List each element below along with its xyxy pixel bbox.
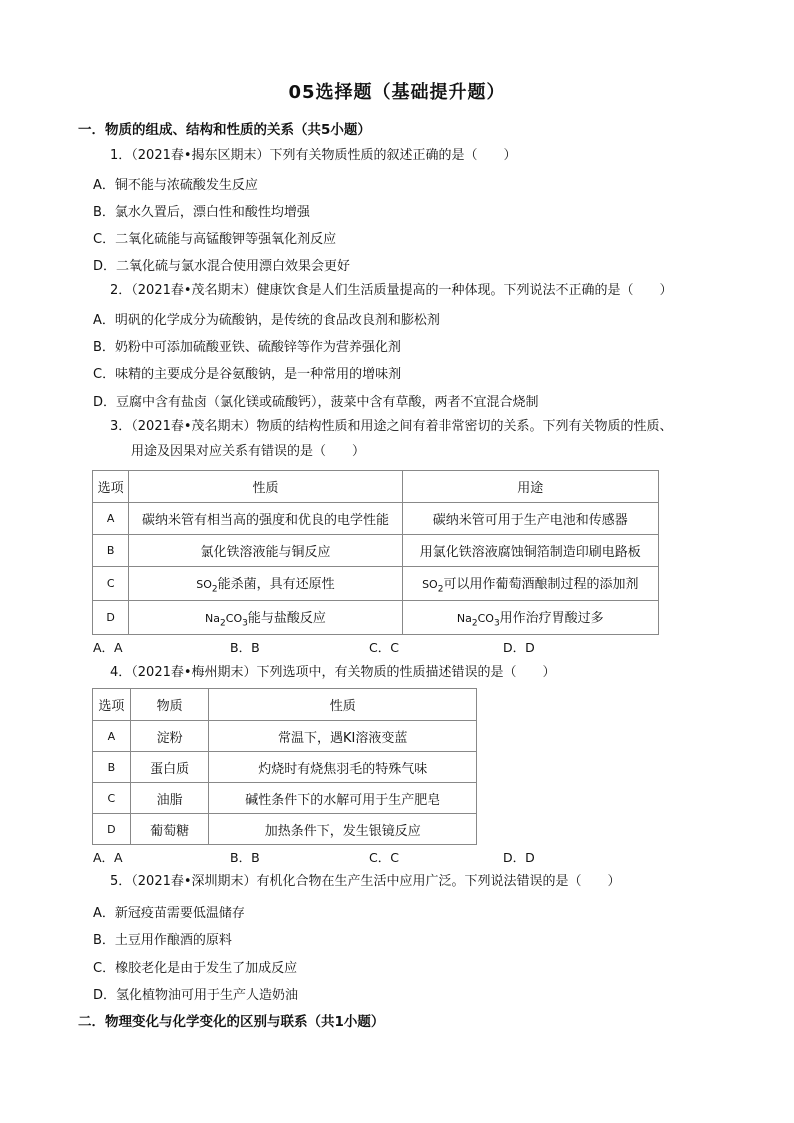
answer-b: B．B <box>230 850 260 865</box>
question-2-stem: 2．（2021春•茂名期末）健康饮食是人们生活质量提高的一种体现。下列说法不正确的是（ ） <box>110 283 673 298</box>
answer-d: D．D <box>503 640 535 655</box>
row-option: D <box>93 814 131 845</box>
row-option: D <box>93 601 129 635</box>
row-option: C <box>93 783 131 814</box>
row-use <box>402 567 658 601</box>
answer-d: D．D <box>503 850 535 865</box>
table-header-row <box>93 471 659 503</box>
formula-text: CO <box>477 611 494 625</box>
row-option: B <box>93 535 129 567</box>
page-title: 05选择题（基础提升题） <box>288 82 506 103</box>
question-5-option-a: A．新冠疫苗需要低温储存 <box>93 906 245 921</box>
question-1-option-b: B．氯水久置后，漂白性和酸性均增强 <box>93 205 310 220</box>
row-property: 碱性条件下的水解可用于生产肥皂 <box>209 783 477 814</box>
table-row <box>93 783 477 814</box>
formula-text: CO <box>225 611 243 625</box>
row-property: 碳纳米管有相当高的强度和优良的电学性能 <box>129 503 402 535</box>
header-property: 性质 <box>129 471 402 503</box>
formula-subscript: 3 <box>493 618 500 629</box>
row-substance: 油脂 <box>130 783 209 814</box>
table-row <box>93 814 477 845</box>
row-property: 加热条件下，发生银镜反应 <box>209 814 477 845</box>
section-heading-1: 一．物质的组成、结构和性质的关系（共5小题） <box>78 122 371 138</box>
question-3-table <box>92 470 659 635</box>
question-3-stem-line2: 用途及因果对应关系有错误的是（ ） <box>131 444 366 459</box>
use-text: 用作治疗胃酸过多 <box>499 610 604 626</box>
table-row <box>93 535 659 567</box>
answer-c: C．C <box>369 640 399 655</box>
table-row <box>93 721 477 752</box>
question-5-option-d: D．氢化植物油可用于生产人造奶油 <box>93 988 299 1003</box>
question-4-stem: 4．（2021春•梅州期末）下列选项中，有关物质的性质描述错误的是（ ） <box>110 665 556 680</box>
question-5-stem: 5．（2021春•深圳期末）有机化合物在生产生活中应用广泛。下列说法错误的是（ ） <box>110 874 621 889</box>
row-substance: 葡萄糖 <box>130 814 209 845</box>
question-2-option-d: D．豆腐中含有盐卤（氯化镁或硫酸钙），菠菜中含有草酸，两者不宜混合烧制 <box>93 395 539 410</box>
question-1-option-a: A．铜不能与浓硫酸发生反应 <box>93 178 258 193</box>
question-2-option-c: C．味精的主要成分是谷氨酸钠，是一种常用的增味剂 <box>93 367 402 382</box>
table-row <box>93 601 659 635</box>
row-use: 用氯化铁溶液腐蚀铜箔制造印刷电路板 <box>402 535 658 567</box>
formula-subscript: 2 <box>471 618 478 629</box>
row-property: 灼烧时有烧焦羽毛的特殊气味 <box>209 752 477 783</box>
answer-a: A．A <box>93 640 123 655</box>
formula-subscript: 2 <box>211 584 218 595</box>
question-1-option-d: D．二氧化硫与氯水混合使用漂白效果会更好 <box>93 259 351 274</box>
row-option: A <box>93 503 129 535</box>
row-property: 氯化铁溶液能与铜反应 <box>129 535 402 567</box>
row-option: C <box>93 567 129 601</box>
question-1-stem: 1．（2021春•揭东区期末）下列有关物质性质的叙述正确的是（ ） <box>110 148 517 163</box>
row-substance: 淀粉 <box>130 721 209 752</box>
formula-text: Na <box>456 611 472 625</box>
answer-a: A．A <box>93 850 123 865</box>
header-substance: 物质 <box>130 689 209 721</box>
property-text: 能杀菌，具有还原性 <box>217 576 335 592</box>
row-option: B <box>93 752 131 783</box>
row-substance: 蛋白质 <box>130 752 209 783</box>
row-use <box>402 601 658 635</box>
answer-b: B．B <box>230 640 260 655</box>
header-option: 选项 <box>93 471 129 503</box>
answer-c: C．C <box>369 850 399 865</box>
question-1-option-c: C．二氧化硫能与高锰酸钾等强氧化剂反应 <box>93 232 337 247</box>
section-heading-2: 二．物理变化与化学变化的区别与联系（共1小题） <box>78 1014 385 1030</box>
formula-text: SO <box>196 577 212 591</box>
row-use: 碳纳米管可用于生产电池和传感器 <box>402 503 658 535</box>
table-header-row <box>93 689 477 721</box>
question-2-option-b: B．奶粉中可添加硫酸亚铁、硫酸锌等作为营养强化剂 <box>93 340 401 355</box>
question-5-option-c: C．橡胶老化是由于发生了加成反应 <box>93 961 298 976</box>
row-property: 常温下，遇KI溶液变蓝 <box>209 721 477 752</box>
formula-subscript: 2 <box>220 618 226 629</box>
property-text: 能与盐酸反应 <box>247 610 326 626</box>
header-property: 性质 <box>209 689 477 721</box>
question-4-table <box>92 688 477 845</box>
header-option: 选项 <box>93 689 131 721</box>
formula-text: Na <box>205 611 221 625</box>
question-5-option-b: B．土豆用作酿酒的原料 <box>93 933 232 948</box>
formula-subscript: 2 <box>437 584 444 595</box>
table-row <box>93 752 477 783</box>
table-row <box>93 567 659 601</box>
row-option: A <box>93 721 131 752</box>
row-property <box>129 601 402 635</box>
formula-subscript: 3 <box>242 618 248 629</box>
header-use: 用途 <box>402 471 658 503</box>
table-row <box>93 503 659 535</box>
row-property <box>129 567 402 601</box>
question-3-stem-line1: 3．（2021春•茂名期末）物质的结构性质和用途之间有着非常密切的关系。下列有关物质的性质、 <box>110 419 673 434</box>
use-text: 可以用作葡萄酒酿制过程的添加剂 <box>443 576 639 592</box>
question-2-option-a: A．明矾的化学成分为硫酸钠，是传统的食品改良剂和膨松剂 <box>93 313 440 328</box>
formula-text: SO <box>422 577 438 591</box>
